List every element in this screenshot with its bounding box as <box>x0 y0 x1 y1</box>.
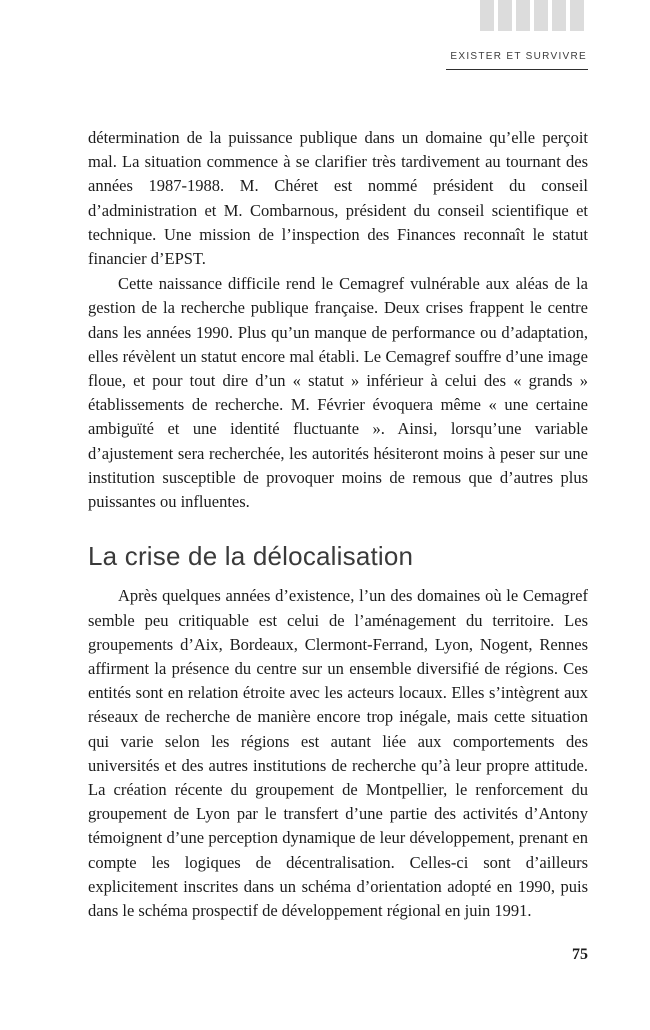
decoration-bar <box>516 0 530 31</box>
page-number: 75 <box>572 946 588 963</box>
paragraph: Après quelques années d’existence, l’un des domaines où le Cemagref semble peu critiquable est celui de l’aménagement du territoire. Les groupements d’Aix, Bordeaux, Clermont-Ferrand, Lyon, Nogent, Rennes affirment la présence du centre sur un ensemble diversifié de régions. Ces entités sont en relation étroite avec les acteurs locaux. Elles s’intègrent aux réseaux de recherche de manière encore trop inégale, mais cette situation qui varie selon les régions est autant liée aux comportements des universités et des autres institutions de recherche qu’à leur propre attitude. La création récente du groupement de Montpellier, le renforcement du groupement de Lyon par le transfert d’une partie des activités d’Antony témoignent d’une perception dynamique de leur développement, prenant en compte les logiques de décentralisation. Celles-ci sont d’ailleurs explicitement inscrites dans un schéma d’orientation adopté en 1990, puis dans le schéma prospectif de développement régional en juin 1991. <box>88 586 588 921</box>
page-header <box>446 46 588 70</box>
paragraph-continuation: détermination de la puissance publique dans un domaine qu’elle perçoit mal. La situation commence à se clarifier très tardivement au tournant des années 1987-1988. M. Chéret est nommé président du conseil d’administration et M. Combarnous, président du conseil scientifique et technique. Une mission de l’inspection des Finances reconnaît le statut financier d’EPST. <box>88 128 588 269</box>
decoration-bar <box>498 0 512 31</box>
decoration-bar <box>480 0 494 31</box>
section-heading: La crise de la délocalisation <box>88 541 414 572</box>
decoration-bar <box>534 0 548 31</box>
paragraph: Cette naissance difficile rend le Cemagref vulnérable aux aléas de la gestion de la recherche publique française. Deux crises frappent le centre dans les années 1990. Plus qu’un manque de performance ou d’adaptation, elles révèlent un statut encore mal établi. Le Cemagref souffre d’une image floue, et pour tout dire d’un « statut » inférieur à celui des « grands » établissements de recherche. M. Février évoquera même « une certaine ambiguïté et une identité fluctuante ». Ainsi, lorsqu’une variable d’ajustement sera recherchée, les autorités hésiteront moins à peser sur une institution susceptible de provoquer moins de remous que d’autres plus puissantes ou influentes. <box>88 274 588 512</box>
decoration-bar <box>552 0 566 31</box>
decoration-bar <box>570 0 584 31</box>
header-decoration-bars <box>480 0 584 31</box>
running-title: EXISTER ET SURVIVRE <box>446 51 588 70</box>
page-body <box>88 126 588 924</box>
